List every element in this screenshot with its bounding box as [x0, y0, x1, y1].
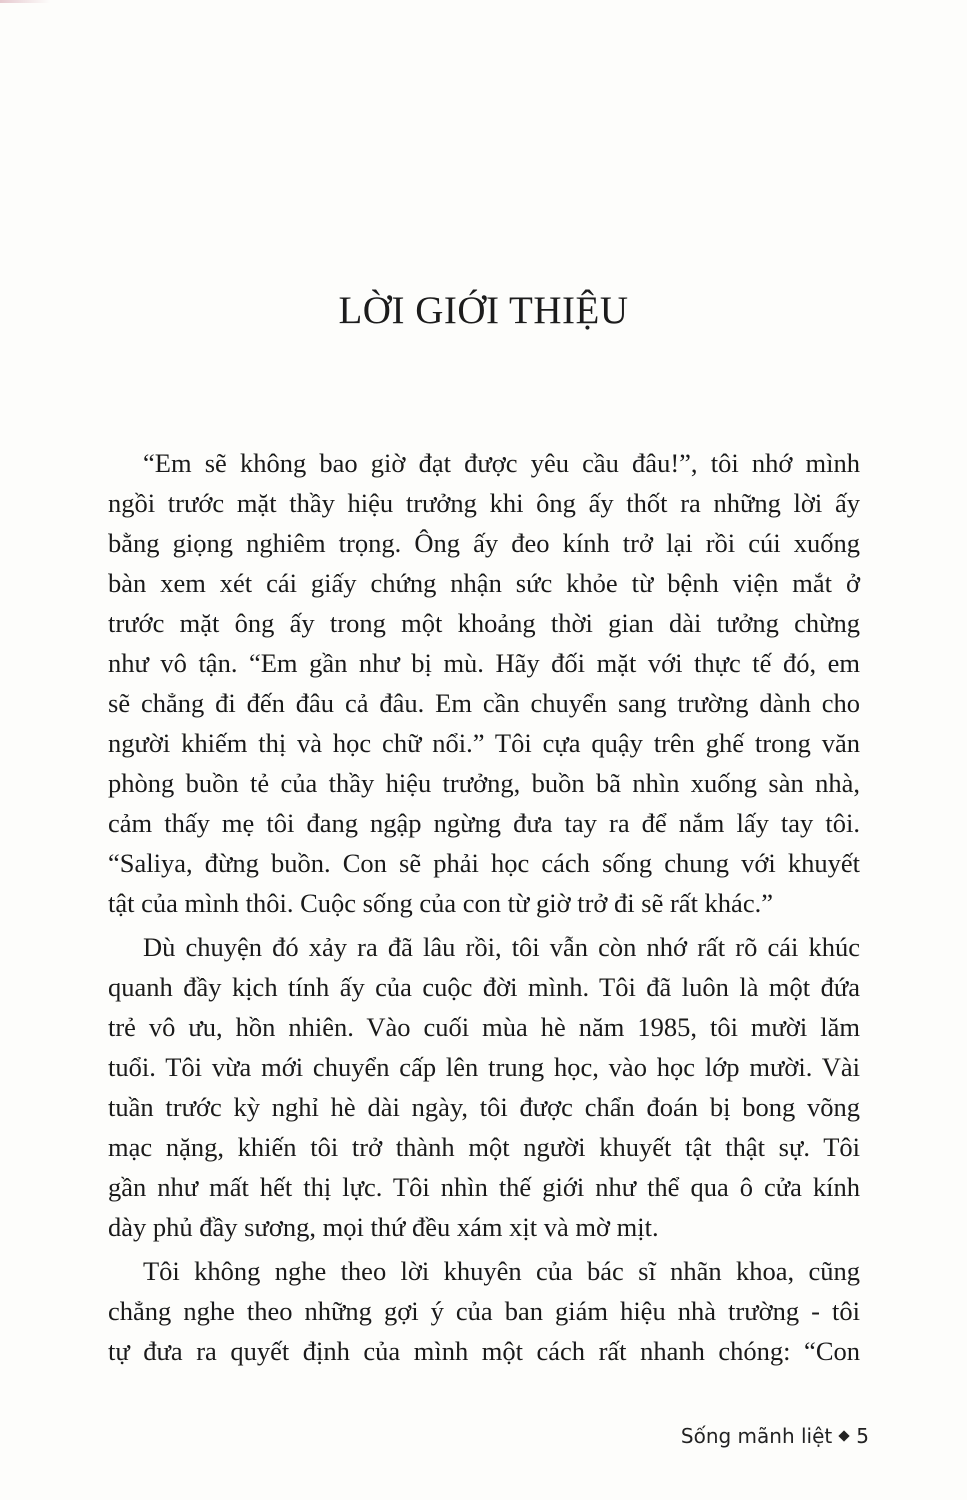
text-line: bằng giọng nghiêm trọng. Ông ấy đeo kính trở lại rồi cúi xuống	[108, 528, 860, 558]
text-line: chẳng nghe theo những gợi ý của ban giám hiệu nhà trường - tôi	[108, 1296, 860, 1326]
text-line: mạc nặng, khiến tôi trở thành một người khuyết tật thật sự. Tôi	[108, 1132, 860, 1162]
text-line: Tôi không nghe theo lời khuyên của bác sĩ nhãn khoa, cũng	[143, 1256, 860, 1286]
paragraph	[108, 1251, 860, 1371]
text-line: dày phủ đầy sương, mọi thứ đều xám xịt và mờ mịt.	[108, 1212, 659, 1242]
text-line: trước mặt ông ấy trong một khoảng thời gian dài tưởng chừng	[108, 608, 860, 638]
text-line: bàn xem xét cái giấy chứng nhận sức khỏe từ bệnh viện mắt ở	[108, 568, 860, 598]
text-line: tự đưa ra quyết định của mình một cách rất nhanh chóng: “Con	[108, 1336, 860, 1366]
diamond-icon	[839, 1430, 850, 1441]
text-line: ngồi trước mặt thầy hiệu trưởng khi ông ấy thốt ra những lời ấy	[108, 488, 860, 518]
text-line: “Saliya, đừng buồn. Con sẽ phải học cách sống chung với khuyết	[108, 848, 860, 878]
paragraph	[108, 927, 860, 1247]
text-line: người khiếm thị và học chữ nổi.” Tôi cựa quậy trên ghế trong văn	[108, 728, 860, 758]
text-line: như vô tận. “Em gần như bị mù. Hãy đối mặt với thực tế đó, em	[108, 648, 860, 678]
scan-edge-mark	[0, 0, 50, 3]
text-line: gần như mất hết thị lực. Tôi nhìn thế giới như thể qua ô cửa kính	[108, 1172, 860, 1202]
text-line: “Em sẽ không bao giờ đạt được yêu cầu đâu!”, tôi nhớ mình	[143, 448, 860, 478]
text-line: tuần trước kỳ nghỉ hè dài ngày, tôi được chẩn đoán bị bong võng	[108, 1092, 860, 1122]
text-line: sẽ chẳng đi đến đâu cả đâu. Em cần chuyển sang trường dành cho	[108, 688, 860, 718]
chapter-title: LỜI GIỚI THIỆU	[338, 289, 629, 332]
text-line: tuổi. Tôi vừa mới chuyển cấp lên trung học, vào học lớp mười. Vài	[108, 1052, 860, 1082]
text-line: Dù chuyện đó xảy ra đã lâu rồi, tôi vẫn còn nhớ rất rõ cái khúc	[143, 932, 860, 962]
text-line: quanh đầy kịch tính ấy của cuộc đời mình. Tôi đã luôn là một đứa	[108, 972, 860, 1002]
text-line: phòng buồn tẻ của thầy hiệu trưởng, buồn bã nhìn xuống sàn nhà,	[108, 768, 860, 798]
text-line: trẻ vô ưu, hồn nhiên. Vào cuối mùa hè năm 1985, tôi mười lăm	[108, 1012, 860, 1042]
running-title: Sống mãnh liệt	[680, 1424, 833, 1448]
text-line: tật của mình thôi. Cuộc sống của con từ giờ trở đi sẽ rất khác.”	[108, 888, 773, 918]
page-number: 5	[856, 1424, 869, 1448]
text-line: cảm thấy mẹ tôi đang ngập ngừng đưa tay ra để nắm lấy tay tôi.	[108, 808, 860, 838]
page-footer	[681, 1424, 869, 1448]
paragraph	[108, 443, 860, 923]
body-text	[108, 443, 860, 1375]
